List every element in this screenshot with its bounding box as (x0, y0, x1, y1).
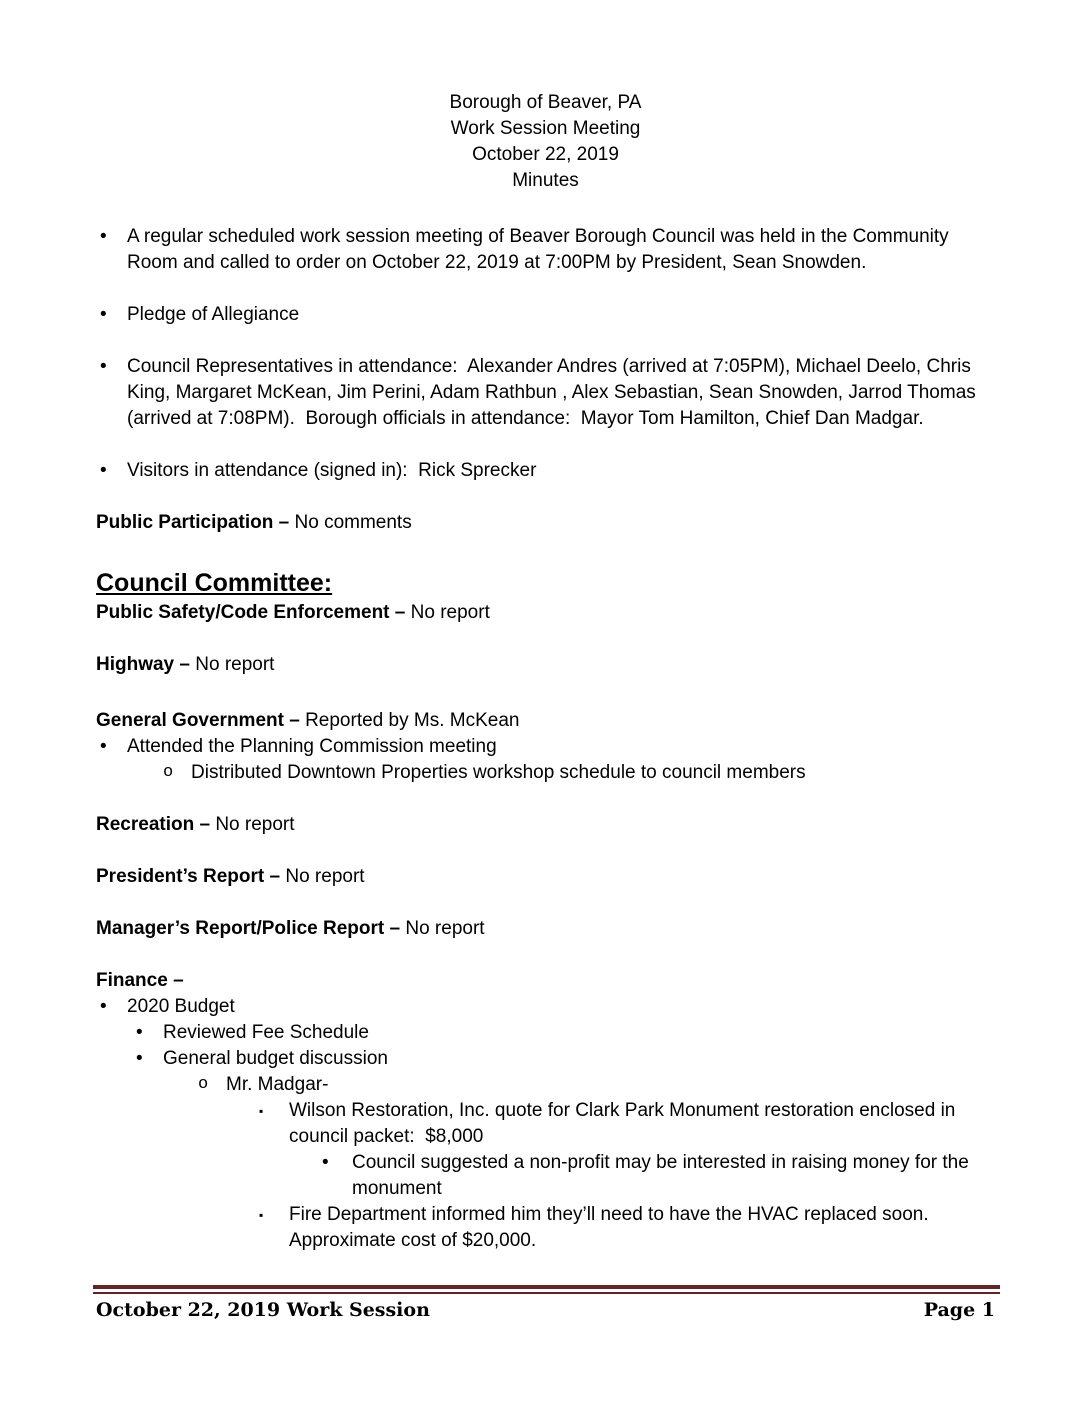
bullet-marker-icon: • (100, 996, 107, 1017)
council-representatives (96, 354, 995, 432)
public-safety-code-enforcement (96, 600, 995, 626)
planning-commission-meeting-text: Attended the Planning Commission meeting (127, 736, 497, 757)
pledge-of-allegiance-text: Pledge of Allegiance (127, 304, 300, 325)
nonprofit-suggestion (96, 1150, 995, 1202)
recreation-text: Recreation – No report (96, 814, 295, 835)
bullet-marker-icon: o (198, 1075, 209, 1094)
document-body (96, 224, 995, 1254)
general-government-text: General Government – Reported by Ms. McKean (96, 710, 520, 731)
title-line-org: Borough of Beaver, PA (449, 92, 642, 113)
downtown-properties-schedule (96, 760, 995, 786)
public-participation (96, 510, 995, 536)
bullet-marker-icon: • (136, 1022, 143, 1043)
public-participation-text: Public Participation – No comments (96, 512, 412, 533)
pledge-of-allegiance (96, 302, 995, 328)
council-committee-heading-text: Council Committee: (96, 569, 333, 597)
presidents-report (96, 864, 995, 890)
mr-madgar-text: Mr. Madgar- (226, 1074, 329, 1095)
managers-police-report-text: Manager’s Report/Police Report – No report (96, 918, 485, 939)
fire-department-hvac (96, 1202, 995, 1254)
bullet-marker-icon: ▪ (259, 1104, 264, 1118)
downtown-properties-schedule-text: Distributed Downtown Properties workshop schedule to council members (191, 762, 806, 783)
footer-page-number: Page 1 (923, 1299, 995, 1321)
document-title-block (96, 90, 995, 194)
bullet-marker-icon: • (100, 304, 107, 325)
bullet-marker-icon: • (322, 1152, 329, 1173)
visitors-in-attendance-text: Visitors in attendance (signed in): Rick Sprecker (127, 460, 537, 481)
title-line-date: October 22, 2019 (472, 144, 619, 165)
title-line-meeting-type: Work Session Meeting (450, 118, 641, 139)
bullet-marker-icon: • (100, 356, 107, 377)
highway-text: Highway – No report (96, 654, 275, 675)
intro-meeting-text: A regular scheduled work session meeting of Beaver Borough Council was held in the Community Room and called to order on October 22, 2019 at 7:00PM by President, Sean Snowden. (127, 226, 954, 273)
visitors-in-attendance (96, 458, 995, 484)
intro-meeting (96, 224, 995, 276)
bullet-marker-icon: • (136, 1048, 143, 1069)
general-budget-discussion-text: General budget discussion (163, 1048, 388, 1069)
page-footer (96, 1298, 995, 1322)
title-line-minutes: Minutes (512, 170, 579, 191)
highway (96, 652, 995, 678)
mr-madgar (96, 1072, 995, 1098)
general-government (96, 708, 995, 734)
budget-2020 (96, 994, 995, 1020)
planning-commission-meeting (96, 734, 995, 760)
recreation (96, 812, 995, 838)
reviewed-fee-schedule (96, 1020, 995, 1046)
bullet-marker-icon: • (100, 736, 107, 757)
reviewed-fee-schedule-text: Reviewed Fee Schedule (163, 1022, 369, 1043)
public-safety-code-enforcement-text: Public Safety/Code Enforcement – No report (96, 602, 490, 623)
bullet-marker-icon: ▪ (259, 1208, 264, 1222)
budget-2020-text: 2020 Budget (127, 996, 235, 1017)
finance-heading (96, 968, 995, 994)
wilson-restoration-quote-text: Wilson Restoration, Inc. quote for Clark Park Monument restoration enclosed in council packet: $8,000 (289, 1100, 961, 1147)
fire-department-hvac-text: Fire Department informed him they’ll need to have the HVAC replaced soon. Approximate cost of $20,000. (289, 1204, 933, 1251)
wilson-restoration-quote (96, 1098, 995, 1150)
general-budget-discussion (96, 1046, 995, 1072)
presidents-report-text: President’s Report – No report (96, 866, 365, 887)
council-committee-heading (96, 566, 995, 600)
council-representatives-text: Council Representatives in attendance: Alexander Andres (arrived at 7:05PM), Michael Deelo, Chris King, Margaret McKean, Jim Perini, Adam Rathbun , Alex Sebastian, Sean Snowden, Jarrod Thomas (arrived at 7:08PM). Borough officials in attendance: Mayor Tom Hamilton, Chief Dan Madgar. (127, 356, 982, 429)
managers-police-report (96, 916, 995, 942)
footer-divider-rule (93, 1285, 1000, 1294)
bullet-marker-icon: • (100, 226, 107, 247)
bullet-marker-icon: o (163, 763, 174, 782)
bullet-marker-icon: • (100, 460, 107, 481)
finance-heading-text: Finance – (96, 970, 184, 991)
nonprofit-suggestion-text: Council suggested a non-profit may be interested in raising money for the monument (352, 1152, 975, 1199)
footer-session-label: October 22, 2019 Work Session (96, 1299, 430, 1321)
